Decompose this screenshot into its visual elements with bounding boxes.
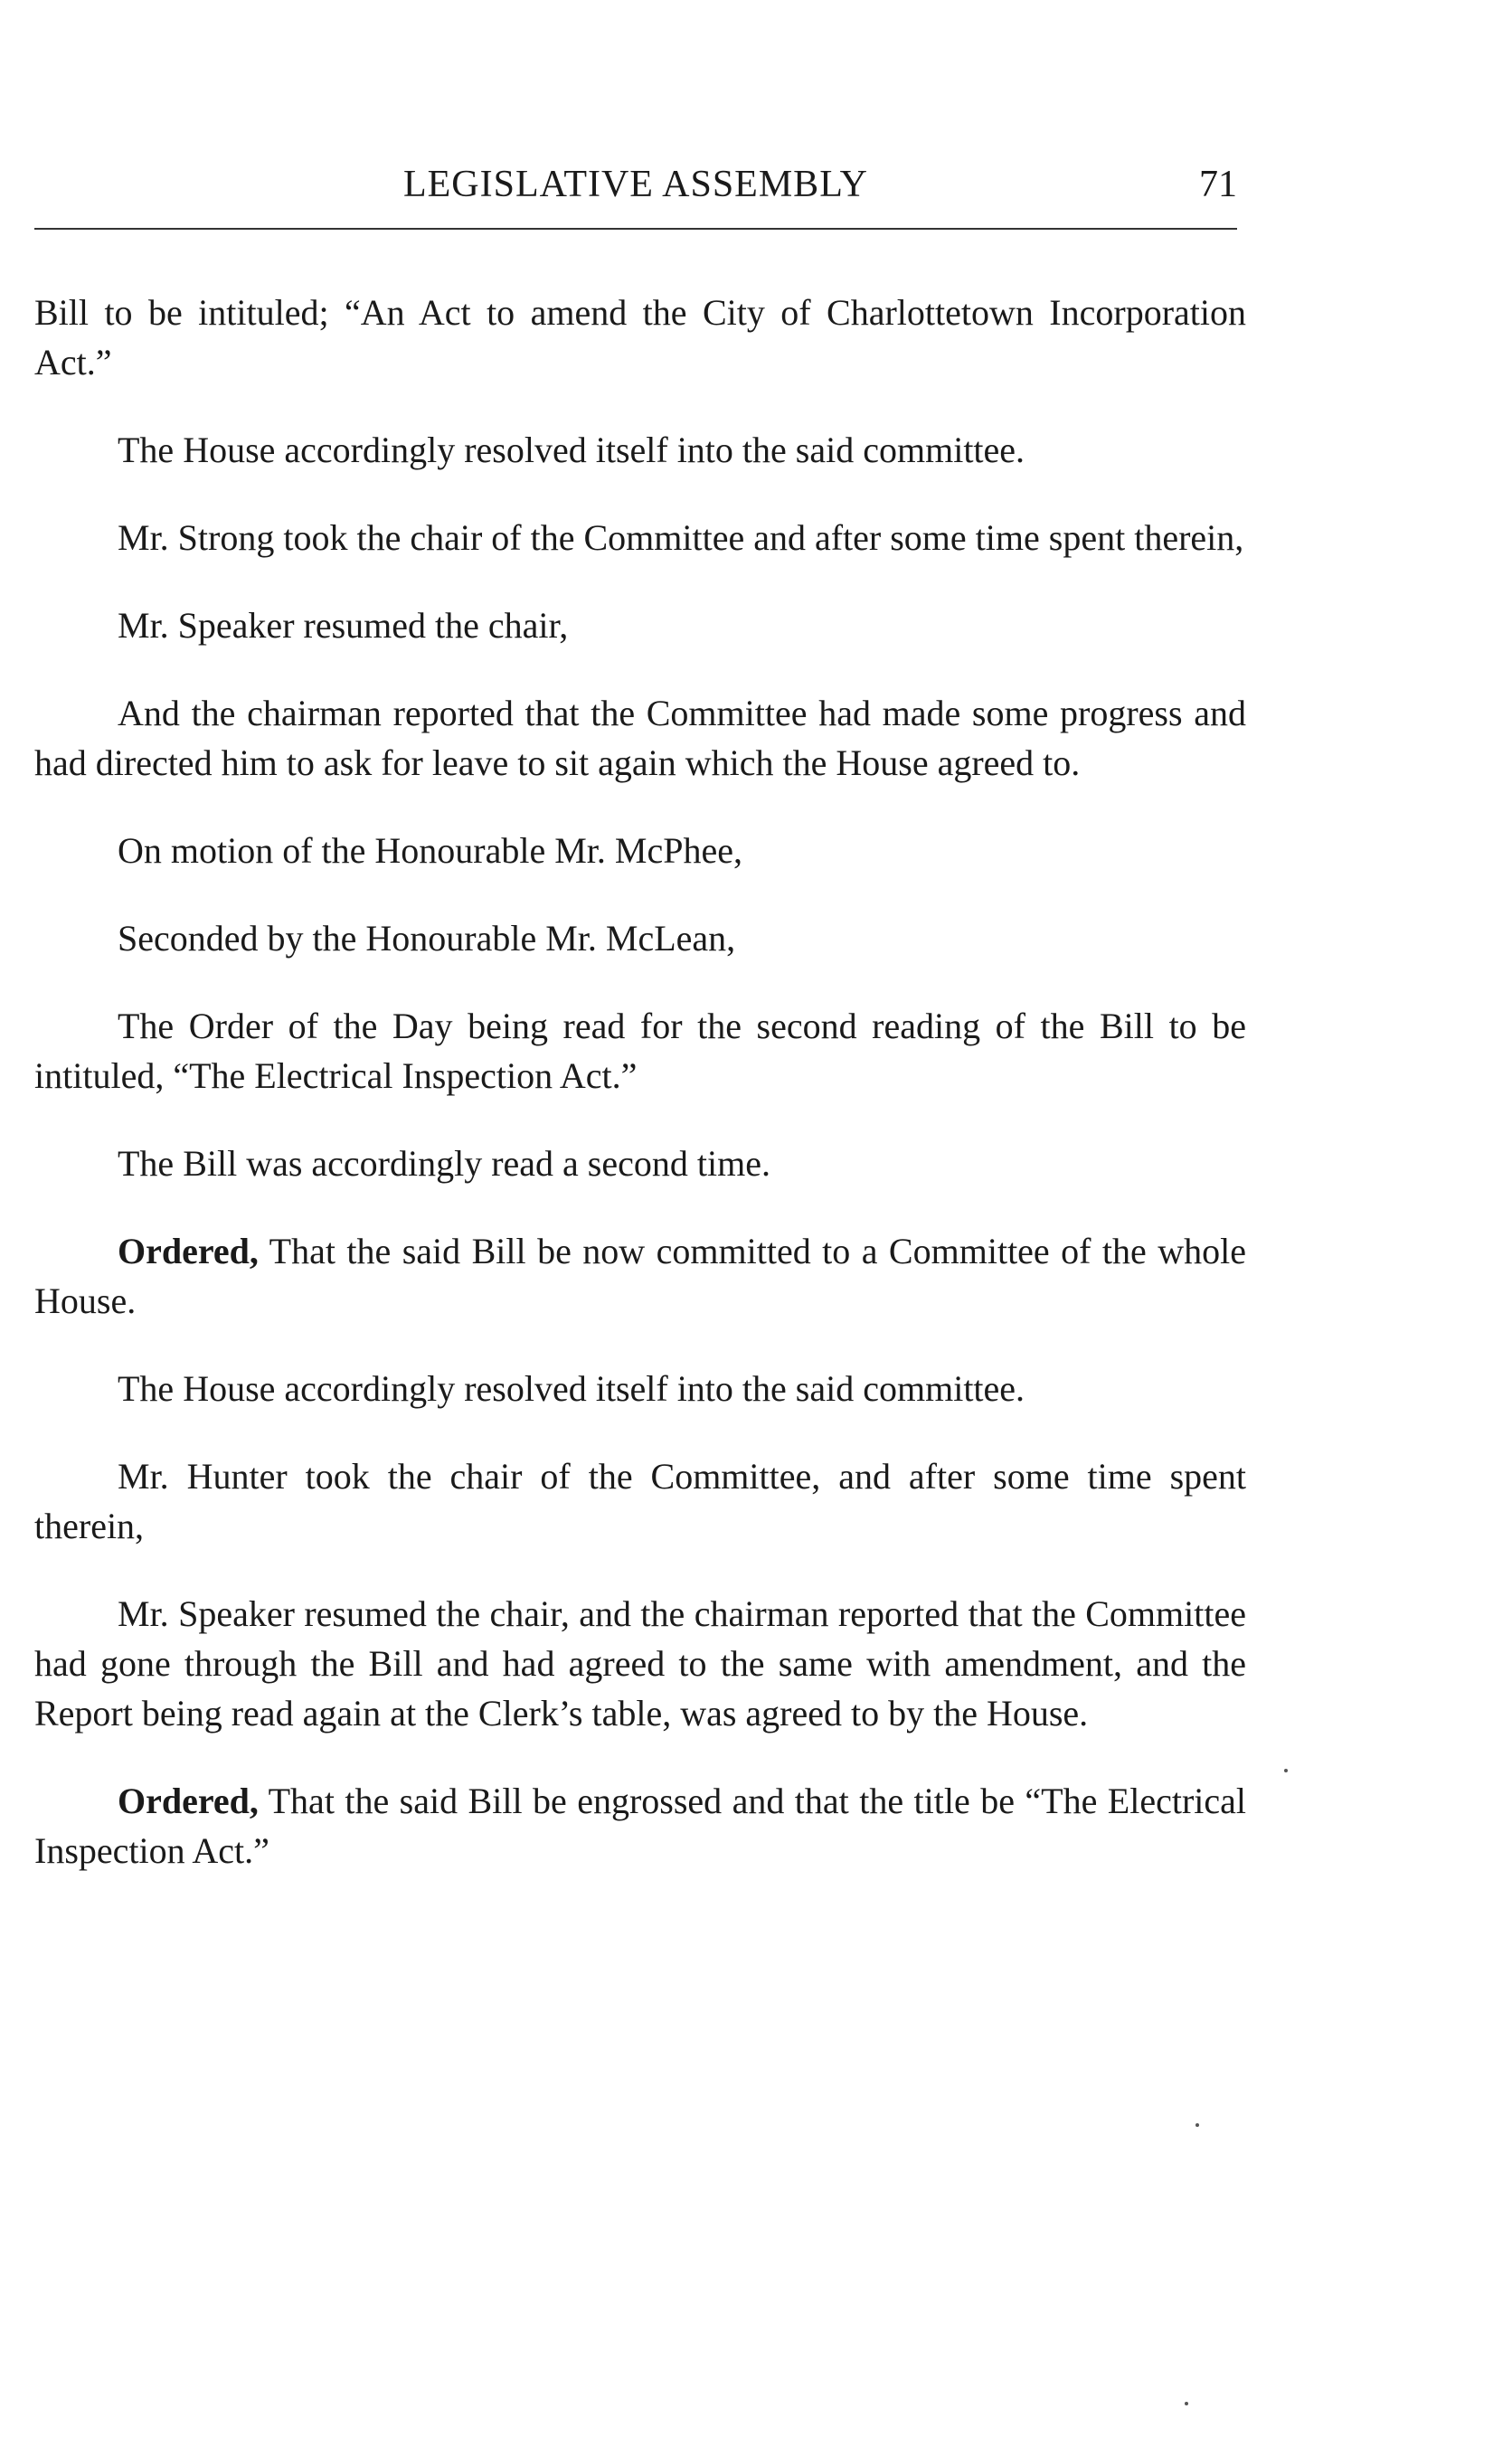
scan-speck [1185,2402,1188,2405]
paragraph [34,913,1246,963]
ordered-lead: Ordered, [118,1781,259,1821]
scan-speck [1195,2123,1199,2127]
paragraph [34,1776,1246,1875]
running-title: LEGISLATIVE ASSEMBLY [403,164,868,205]
paragraph-text: Mr. Speaker resumed the chair, and the chairman reported that the Committee had gone through the Bill and had agreed to the same with amendment, and the Report being read again at the Clerk’s table, was agreed to by the House. [34,1593,1246,1734]
paragraph-text: Bill to be intituled; “An Act to amend the City of Charlottetown Incorporation Act.” [34,292,1246,383]
paragraph [34,600,1246,650]
scan-speck [1284,1769,1288,1772]
ordered-lead: Ordered, [118,1231,259,1271]
paragraph-text: Mr. Hunter took the chair of the Committee, and after some time spent therein, [34,1456,1246,1546]
body-text [34,288,1246,1913]
paragraph [34,1451,1246,1551]
paragraph-text: Mr. Speaker resumed the chair, [118,605,569,646]
paragraph-text: On motion of the Honourable Mr. McPhee, [118,830,742,871]
running-head [34,163,1237,217]
paragraph [34,688,1246,788]
paragraph [34,288,1246,387]
paragraph-text: The Bill was accordingly read a second time. [118,1143,770,1184]
paragraph-text: That the said Bill be engrossed and that the title be “The Electrical Inspection Act.” [34,1781,1246,1871]
paragraph-text: And the chairman reported that the Committee had made some progress and had directed him to ask for leave to sit again which the House agreed to. [34,693,1246,783]
paragraph [34,425,1246,475]
paragraph [34,1589,1246,1738]
header-rule [34,228,1237,230]
paragraph-text: The Order of the Day being read for the second reading of the Bill to be intituled, “The Electrical Inspection Act.” [34,1006,1246,1096]
paragraph-text: Seconded by the Honourable Mr. McLean, [118,918,736,959]
paragraph [34,1001,1246,1101]
paragraph-text: Mr. Strong took the chair of the Committee and after some time spent therein, [118,517,1244,558]
paragraph-text: That the said Bill be now committed to a Committee of the whole House. [34,1231,1246,1321]
paragraph [34,513,1246,562]
paragraph-text: The House accordingly resolved itself into the said committee. [118,430,1025,470]
paragraph [34,1226,1246,1326]
paragraph [34,826,1246,875]
paragraph [34,1138,1246,1188]
paragraph-text: The House accordingly resolved itself into the said committee. [118,1368,1025,1409]
paragraph [34,1364,1246,1413]
page-number: 71 [1199,164,1237,205]
